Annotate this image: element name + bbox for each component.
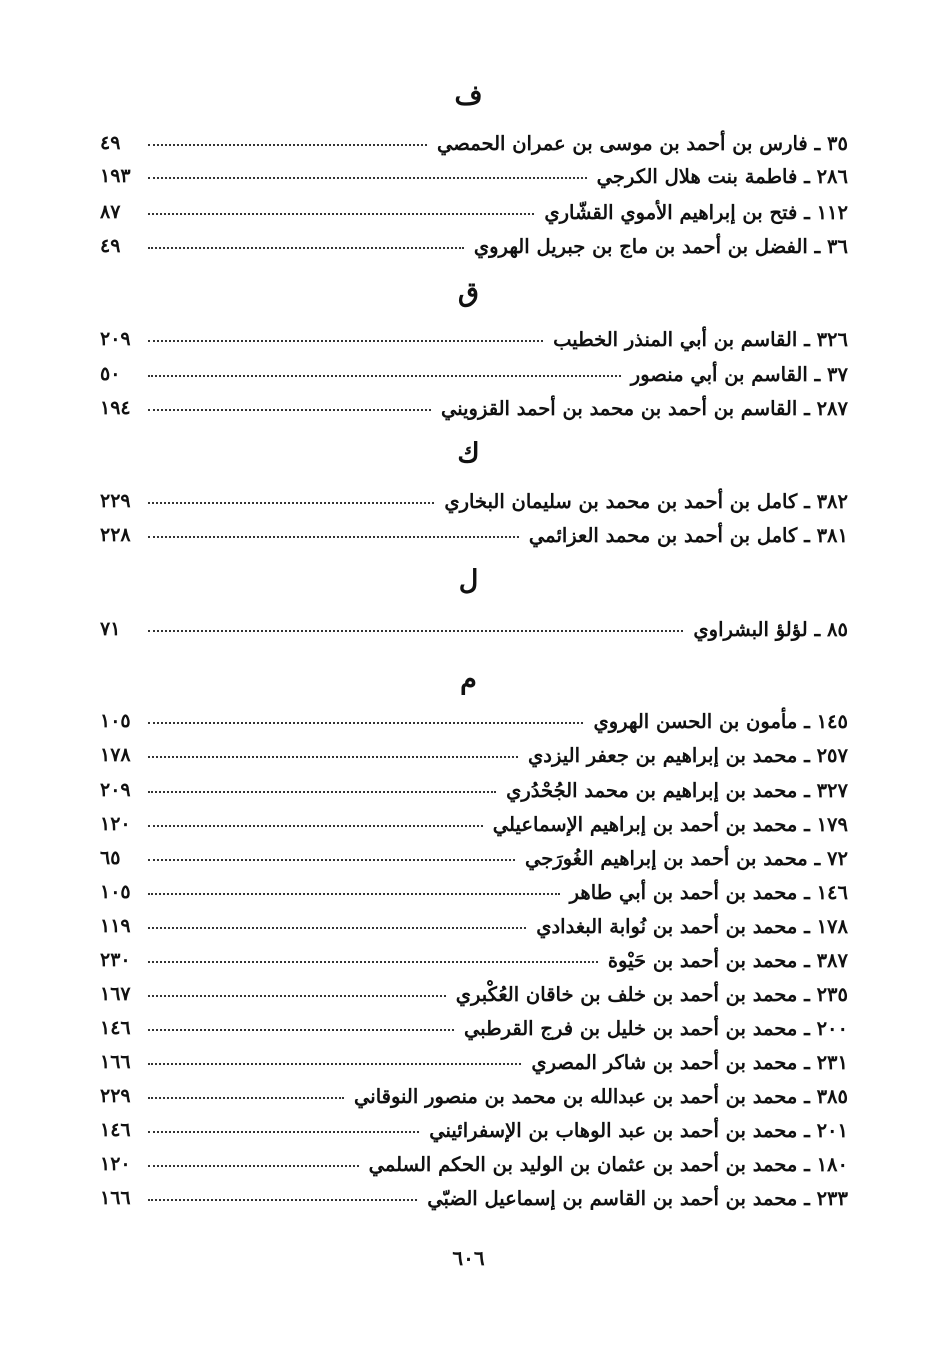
entry-page: ١٧٨ (100, 744, 131, 766)
entry-page: ٤٩ (100, 235, 121, 257)
entry-number: ٢٣١ (816, 1050, 848, 1074)
index-entry: ١٤٥ ـ مأمون بن الحسن الهروي ١٠٥ (100, 709, 848, 733)
entry-number: ١٨٠ (816, 1152, 848, 1176)
index-entry: ٣٦ ـ الفضل بن أحمد بن ماج بن جبريل الهروي ٤٩ (100, 234, 848, 258)
dot-leader (148, 340, 543, 342)
entry-page: ١٩٣ (100, 165, 131, 187)
entry-page: ١٠٥ (100, 710, 131, 732)
entry-number: ٣٢٧ (816, 778, 848, 802)
index-entry: ٣٧ ـ القاسم بن أبي منصور ٥٠ (100, 362, 848, 386)
entry-page: ٢٢٩ (100, 1085, 131, 1107)
entry-page: ٦٥ (100, 847, 121, 869)
entry-name: محمد بن أحمد بن أبي طاهر (569, 880, 798, 904)
entry-number: ١٧٩ (816, 812, 848, 836)
entry-number: ٣٢٦ (816, 327, 848, 351)
dot-leader (148, 927, 526, 929)
dot-leader (148, 893, 560, 895)
entry-number: ٢٠٠ (816, 1016, 848, 1040)
entry-name: محمد بن أحمد بن عثمان بن الوليد بن الحكم السلمي (368, 1152, 798, 1176)
entry-name: فاطمة بنت هلال الكرجي (596, 164, 798, 188)
dot-leader (148, 722, 583, 724)
page-number: ٦٠٦ (452, 1246, 485, 1270)
index-entry: ٣٨٥ ـ محمد بن أحمد بن عبدالله بن محمد بن منصور النوقاني ٢٢٩ (100, 1084, 848, 1108)
dot-leader (148, 144, 427, 146)
dot-leader (148, 375, 621, 377)
entry-number: ١٤٥ (816, 709, 848, 733)
entry-page: ٢٣٠ (100, 949, 131, 971)
entry-page: ١٦٧ (100, 983, 131, 1005)
index-entry: ٣٨٧ ـ محمد بن أحمد بن حَيْوة ٢٣٠ (100, 948, 848, 972)
index-entry: ١٨٠ ـ محمد بن أحمد بن عثمان بن الوليد بن الحكم السلمي ١٢٠ (100, 1152, 848, 1176)
dot-leader (148, 1097, 344, 1099)
entry-number: ٣٦ (827, 234, 848, 258)
index-entry: ١١٢ ـ فتح بن إبراهيم الأموي القشّاري ٨٧ (100, 200, 848, 224)
entry-page: ٤٩ (100, 132, 121, 154)
entry-name: محمد بن أحمد بن إبراهيم الغُورَجي (525, 846, 808, 870)
entry-page: ١٢٠ (100, 813, 131, 835)
entry-page: ٧١ (100, 618, 121, 640)
entry-number: ٨٥ (827, 617, 848, 641)
entry-number: ٢٣٣ (816, 1186, 848, 1210)
entry-number: ٢٨٦ (816, 164, 848, 188)
dot-leader (148, 409, 431, 411)
entry-name: كامل بن أحمد بن محمد العزائمي (528, 523, 798, 547)
entry-page: ١٦٦ (100, 1187, 131, 1209)
entry-page: ٢٢٩ (100, 490, 131, 512)
dot-leader (148, 995, 446, 997)
entry-page: ٥٠ (100, 363, 121, 385)
index-entry: ٢٣٥ ـ محمد بن أحمد بن خلف بن خاقان العُكْبري ١٦٧ (100, 982, 848, 1006)
entry-number: ٣٨٧ (816, 948, 848, 972)
entry-name: محمد بن أحمد بن خليل بن فرج القرطبي (463, 1016, 798, 1040)
entry-name: فتح بن إبراهيم الأموي القشّاري (544, 200, 798, 224)
dot-leader (148, 502, 434, 504)
entry-number: ٧٢ (827, 846, 848, 870)
entry-name: محمد بن إبراهيم بن محمد الجُحْدُري (506, 778, 798, 802)
index-entry: ٢٠٠ ـ محمد بن أحمد بن خليل بن فرج القرطبي ١٤٦ (100, 1016, 848, 1040)
section-heading-mim: م (460, 664, 477, 695)
dot-leader (148, 630, 683, 632)
index-entry: ٣٢٦ ـ القاسم بن أبي المنذر الخطيب ٢٠٩ (100, 327, 848, 351)
index-entry: ١٤٦ ـ محمد بن أحمد بن أبي طاهر ١٠٥ (100, 880, 848, 904)
entry-page: ١٩٤ (100, 397, 131, 419)
entry-number: ١٤٦ (816, 880, 848, 904)
entry-name: الفضل بن أحمد بن ماج بن جبريل الهروي (473, 234, 808, 258)
entry-number: ٣٨١ (816, 523, 848, 547)
entry-page: ١١٩ (100, 915, 131, 937)
entry-name: كامل بن أحمد بن محمد بن سليمان البخاري (444, 489, 798, 513)
index-entry: ٢٠١ ـ محمد بن أحمد بن عبد الوهاب بن الإسفرائيني ١٤٦ (100, 1118, 848, 1142)
entry-page: ١٤٦ (100, 1017, 131, 1039)
entry-name: القاسم بن أبي منصور (630, 362, 808, 386)
entry-number: ٢٥٧ (816, 743, 848, 767)
entry-name: لؤلؤ البشراوي (693, 617, 808, 641)
entry-page: ١٠٥ (100, 881, 131, 903)
index-entry: ٨٥ ـ لؤلؤ البشراوي ٧١ (100, 617, 848, 641)
index-entry: ٣٥ ـ فارس بن أحمد بن موسى بن عمران الحمصي ٤٩ (100, 131, 848, 155)
entry-number: ٣٨٥ (816, 1084, 848, 1108)
entry-name: محمد بن أحمد بن عبدالله بن محمد بن منصور النوقاني (354, 1084, 798, 1108)
entry-number: ٢٠١ (816, 1118, 848, 1142)
dot-leader (148, 1199, 417, 1201)
dot-leader (148, 1063, 521, 1065)
entry-name: فارس بن أحمد بن موسى بن عمران الحمصي (437, 131, 808, 155)
dot-leader (148, 859, 515, 861)
index-entry: ٢٨٧ ـ القاسم بن أحمد بن محمد بن أحمد القزويني ١٩٤ (100, 396, 848, 420)
index-entry: ٣٨٢ ـ كامل بن أحمد بن محمد بن سليمان البخاري ٢٢٩ (100, 489, 848, 513)
dot-leader (148, 961, 598, 963)
index-entry: ١٧٨ ـ محمد بن أحمد بن نُوابة البغدادي ١١٩ (100, 914, 848, 938)
dot-leader (148, 1131, 419, 1133)
section-heading-qaf: ق (458, 277, 479, 308)
entry-number: ٢٨٧ (816, 396, 848, 420)
entry-page: ٢٢٨ (100, 524, 131, 546)
dot-leader (148, 536, 519, 538)
entry-name: مأمون بن الحسن الهروي (593, 709, 798, 733)
index-entry: ٣٢٧ ـ محمد بن إبراهيم بن محمد الجُحْدُري ٢٠٩ (100, 778, 848, 802)
entry-name: محمد بن أحمد بن شاكر المصري (531, 1050, 798, 1074)
entry-name: القاسم بن أحمد بن محمد بن أحمد القزويني (440, 396, 798, 420)
index-entry: ٢٥٧ ـ محمد بن إبراهيم بن جعفر اليزدي ١٧٨ (100, 743, 848, 767)
entry-name: محمد بن أحمد بن خلف بن خاقان العُكْبري (455, 982, 798, 1006)
section-heading-lam: ل (458, 565, 479, 596)
entry-number: ٣٥ (827, 131, 848, 155)
index-entry: ١٧٩ ـ محمد بن أحمد بن إبراهيم الإسماعيلي ١٢٠ (100, 812, 848, 836)
dot-leader (148, 756, 518, 758)
entry-number: ٣٨٢ (816, 489, 848, 513)
entry-name: محمد بن أحمد بن إبراهيم الإسماعيلي (492, 812, 798, 836)
entry-page: ٨٧ (100, 201, 121, 223)
index-entry: ٢٣١ ـ محمد بن أحمد بن شاكر المصري ١٦٦ (100, 1050, 848, 1074)
entry-page: ١٢٠ (100, 1153, 131, 1175)
entry-page: ٢٠٩ (100, 328, 131, 350)
entry-number: ٢٣٥ (816, 982, 848, 1006)
index-entry: ٧٢ ـ محمد بن أحمد بن إبراهيم الغُورَجي ٦٥ (100, 846, 848, 870)
entry-page: ١٤٦ (100, 1119, 131, 1141)
dot-leader (148, 247, 464, 249)
entry-page: ١٦٦ (100, 1051, 131, 1073)
entry-name: محمد بن أحمد بن نُوابة البغدادي (536, 914, 798, 938)
index-entry: ٢٣٣ ـ محمد بن أحمد بن القاسم بن إسماعيل الضبّي ١٦٦ (100, 1186, 848, 1210)
dot-leader (148, 791, 496, 793)
dot-leader (148, 825, 483, 827)
entry-name: القاسم بن أبي المنذر الخطيب (553, 327, 798, 351)
dot-leader (148, 213, 534, 215)
section-heading-fa: ف (454, 80, 483, 111)
index-entry: ٢٨٦ ـ فاطمة بنت هلال الكرجي ١٩٣ (100, 164, 848, 188)
entry-number: ١١٢ (816, 200, 848, 224)
entry-name: محمد بن إبراهيم بن جعفر اليزدي (528, 743, 798, 767)
dot-leader (148, 177, 587, 179)
dot-leader (148, 1029, 454, 1031)
entry-number: ١٧٨ (816, 914, 848, 938)
section-heading-kaf: ك (457, 438, 480, 469)
dot-leader (148, 1165, 359, 1167)
entry-name: محمد بن أحمد بن حَيْوة (607, 948, 798, 972)
index-entry: ٣٨١ ـ كامل بن أحمد بن محمد العزائمي ٢٢٨ (100, 523, 848, 547)
entry-page: ٢٠٩ (100, 779, 131, 801)
entry-number: ٣٧ (827, 362, 848, 386)
entry-name: محمد بن أحمد بن القاسم بن إسماعيل الضبّي (427, 1186, 798, 1210)
entry-name: محمد بن أحمد بن عبد الوهاب بن الإسفرائيني (429, 1118, 798, 1142)
